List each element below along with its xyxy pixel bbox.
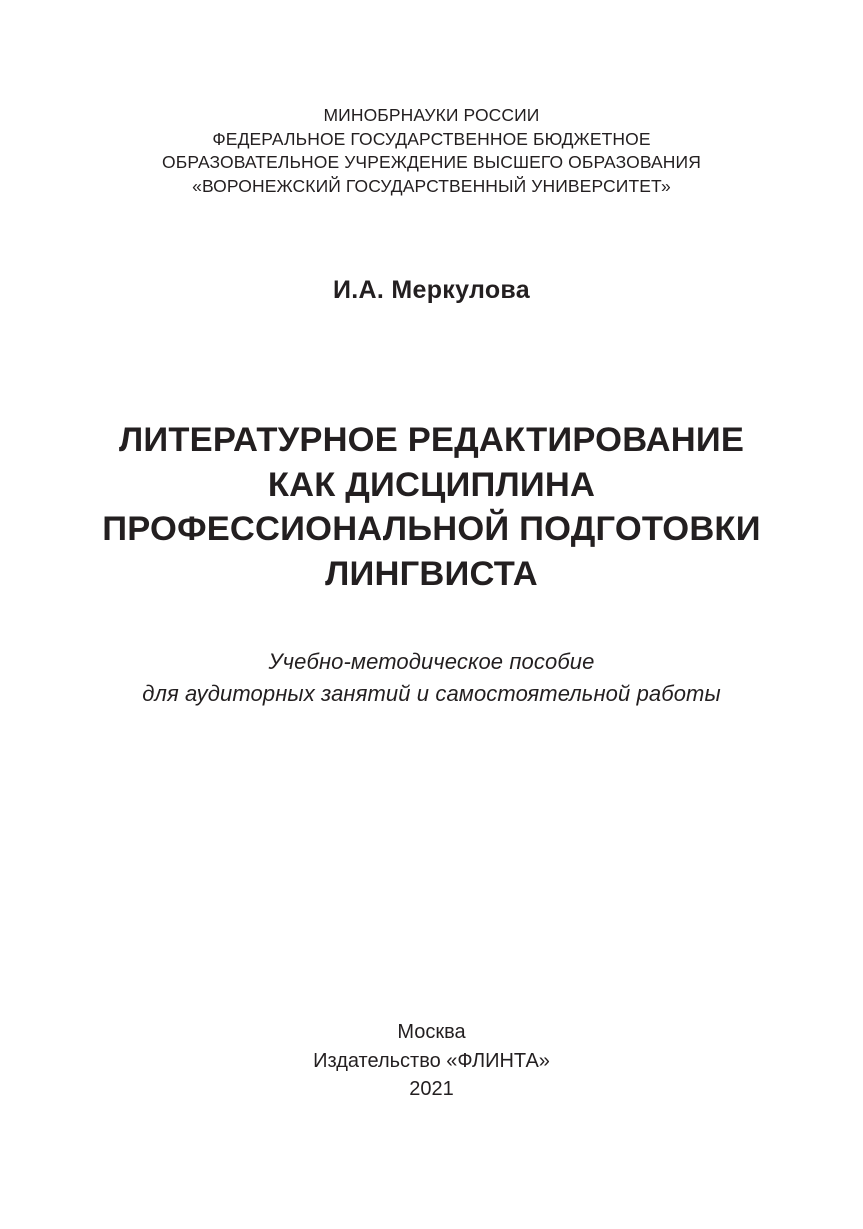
imprint-year: 2021 <box>409 1078 454 1100</box>
book-title-line: ПРОФЕССИОНАЛЬНОЙ ПОДГОТОВКИ <box>102 510 761 548</box>
book-title-line: КАК ДИСЦИПЛИНА <box>267 465 596 504</box>
book-subtitle <box>0 646 863 710</box>
institution-block <box>0 104 863 198</box>
book-title-line: ЛИТЕРАТУРНОЕ РЕДАКТИРОВАНИЕ <box>118 421 745 459</box>
institution-line-university: «ВОРОНЕЖСКИЙ ГОСУДАРСТВЕННЫЙ УНИВЕРСИТЕТ» <box>192 175 671 196</box>
institution-line-federal: ФЕДЕРАЛЬНОЕ ГОСУДАРСТВЕННОЕ БЮДЖЕТНОЕ <box>212 128 651 149</box>
imprint-publisher: Издательство «ФЛИНТА» <box>313 1049 550 1072</box>
institution-line-education: ОБРАЗОВАТЕЛЬНОЕ УЧРЕЖДЕНИЕ ВЫСШЕГО ОБРАЗОВАНИЯ <box>162 152 701 172</box>
book-subtitle-line: Учебно-методическое пособие <box>268 649 595 674</box>
institution-line-ministry: МИНОБРНАУКИ РОССИИ <box>323 105 540 125</box>
book-title <box>0 418 863 596</box>
book-subtitle-line: для аудиторных занятий и самостоятельной работы <box>142 681 721 706</box>
imprint-city: Москва <box>397 1021 466 1043</box>
author-name: И.А. Меркулова <box>333 276 530 304</box>
imprint-block <box>0 1018 863 1104</box>
book-title-line: ЛИНГВИСТА <box>325 554 538 593</box>
